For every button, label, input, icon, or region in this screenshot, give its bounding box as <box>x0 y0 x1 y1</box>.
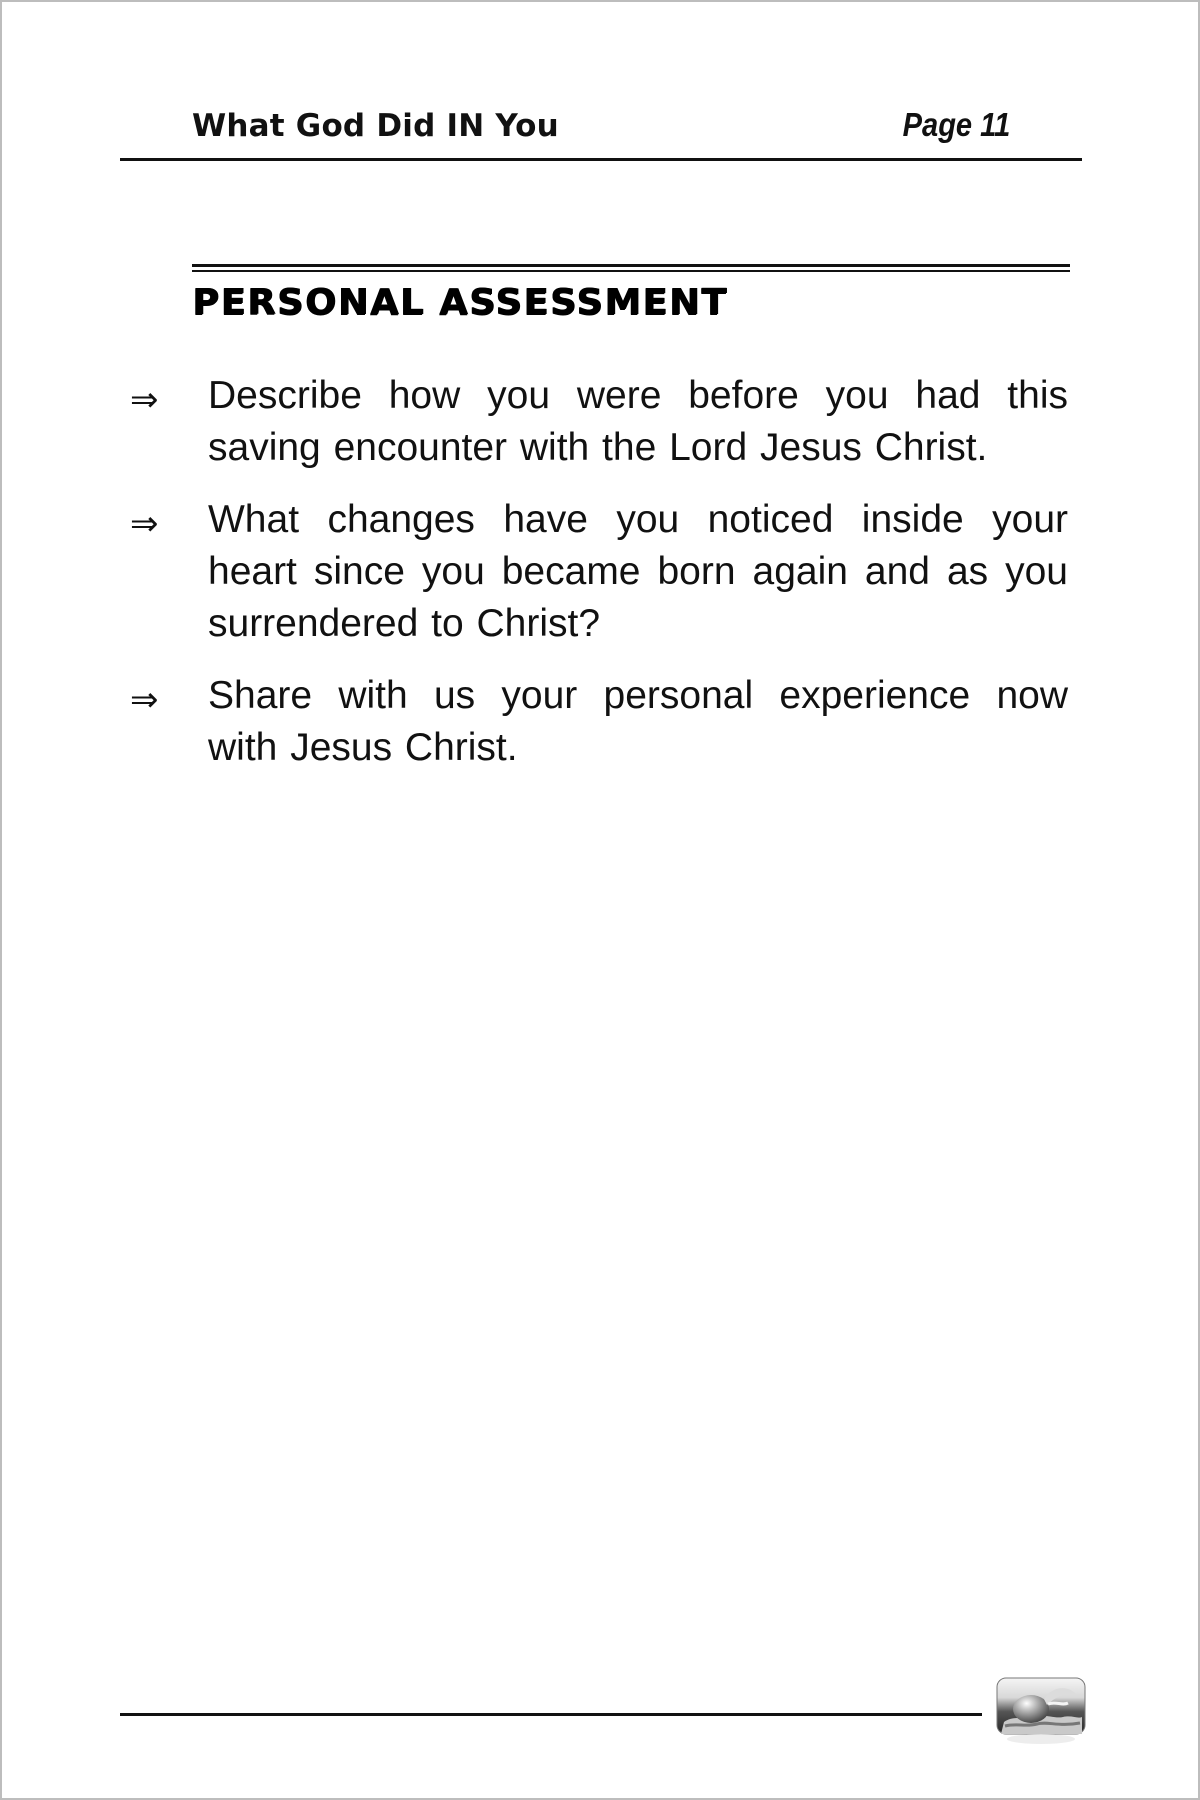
question-text: Describe how you were before you had this saving encounter with the Lord Jesus Christ. <box>208 374 1068 469</box>
header-rule <box>120 158 1082 161</box>
question-text: What changes have you noticed inside your heart since you became born again and as you surrendered to Christ? <box>208 498 1068 645</box>
seed-logo-icon <box>996 1677 1086 1745</box>
section-top-rule <box>192 264 1070 267</box>
list-item <box>130 670 1070 774</box>
double-right-arrow-icon: ⇒ <box>130 380 159 420</box>
list-item <box>130 494 1070 650</box>
page-header <box>120 86 1082 162</box>
footer-rule <box>120 1713 982 1716</box>
section-second-rule <box>192 270 1070 272</box>
section-title: PERSONAL ASSESSMENT <box>192 282 728 323</box>
question-text: Share with us your personal experience now with Jesus Christ. <box>208 674 1068 769</box>
personal-assessment-section <box>192 264 1070 347</box>
double-right-arrow-icon: ⇒ <box>130 504 159 544</box>
list-item <box>130 370 1070 474</box>
assessment-question-list <box>130 370 1070 794</box>
double-right-arrow-icon: ⇒ <box>130 680 159 720</box>
page-number: Page 11 <box>902 106 1010 143</box>
running-title: What God Did IN You <box>192 108 559 144</box>
